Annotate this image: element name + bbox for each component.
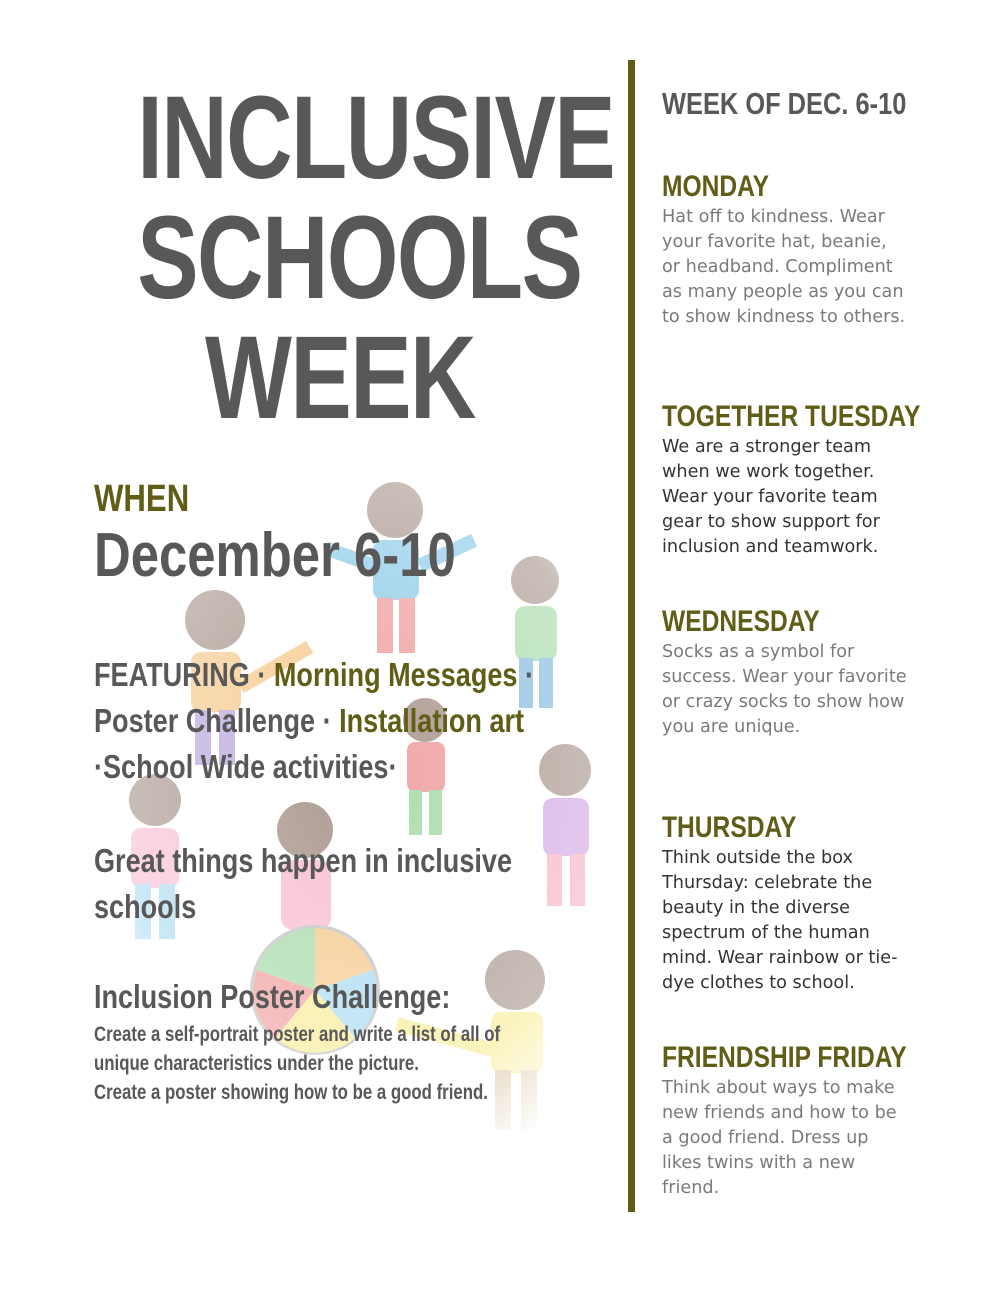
when-date: December 6-10 <box>94 521 456 590</box>
poster-line-2: unique characteristics under the picture. <box>94 1052 419 1075</box>
day-description: Socks as a symbol for success. Wear your favorite or crazy socks to show how you are unique. <box>662 641 907 737</box>
day-thursday <box>662 811 922 995</box>
day-title: TOGETHER TUESDAY <box>662 400 921 433</box>
day-title: THURSDAY <box>662 811 797 844</box>
day-wednesday <box>662 605 922 739</box>
great-things-statement: Great things happen in inclusive schools <box>94 842 513 925</box>
featuring-line-2 <box>94 698 553 744</box>
day-description: Think about ways to make new friends and how to be a good friend. Dress up likes twins with a new friend. <box>662 1077 897 1198</box>
featuring-item-school-wide: ·School Wide activities· <box>94 748 398 785</box>
featuring-item-installation-art: Installation art <box>339 702 525 739</box>
featuring-sep: · <box>315 702 340 739</box>
day-description: Think outside the box Thursday: celebrate the beauty in the diverse spectrum of the human mind. Wear rainbow or tie-dye clothes to school. <box>662 847 898 993</box>
featuring-line-3 <box>94 744 553 790</box>
day-monday <box>662 170 922 329</box>
day-description: We are a stronger team when we work together. Wear your favorite team gear to show support for inclusion and teamwork. <box>662 436 880 557</box>
featuring-sep: · <box>517 656 535 693</box>
poster-challenge-title: Inclusion Poster Challenge: <box>94 978 451 1015</box>
title-line-3: WEEK <box>205 312 475 444</box>
title-line-1: INCLUSIVE <box>137 72 615 204</box>
featuring-item-morning-messages: Morning Messages <box>273 656 518 693</box>
week-of-heading: WEEK OF DEC. 6-10 <box>662 86 907 121</box>
when-label: WHEN <box>94 478 190 520</box>
day-friendship-friday <box>662 1041 922 1200</box>
day-title: FRIENDSHIP FRIDAY <box>662 1041 907 1074</box>
poster-line-1: Create a self-portrait poster and write a list of all of <box>94 1023 501 1046</box>
day-title: MONDAY <box>662 170 770 203</box>
vertical-divider <box>628 60 635 1212</box>
featuring-lead: FEATURING <box>94 656 250 693</box>
schedule-sidebar <box>662 86 922 1198</box>
title-line-2: SCHOOLS <box>137 192 582 324</box>
featuring-line-1 <box>94 652 553 698</box>
day-together-tuesday <box>662 400 922 559</box>
featuring-item-poster-challenge: Poster Challenge <box>94 702 316 739</box>
poster-line-3: Create a poster showing how to be a good friend. <box>94 1081 488 1104</box>
day-title: WEDNESDAY <box>662 605 820 638</box>
main-title <box>137 72 615 444</box>
featuring-block <box>94 652 553 790</box>
poster-challenge-text <box>94 1020 574 1107</box>
featuring-sep: · <box>249 656 274 693</box>
day-description: Hat off to kindness. Wear your favorite hat, beanie, or headband. Compliment as many people as you can to show kindness to others. <box>662 206 906 327</box>
